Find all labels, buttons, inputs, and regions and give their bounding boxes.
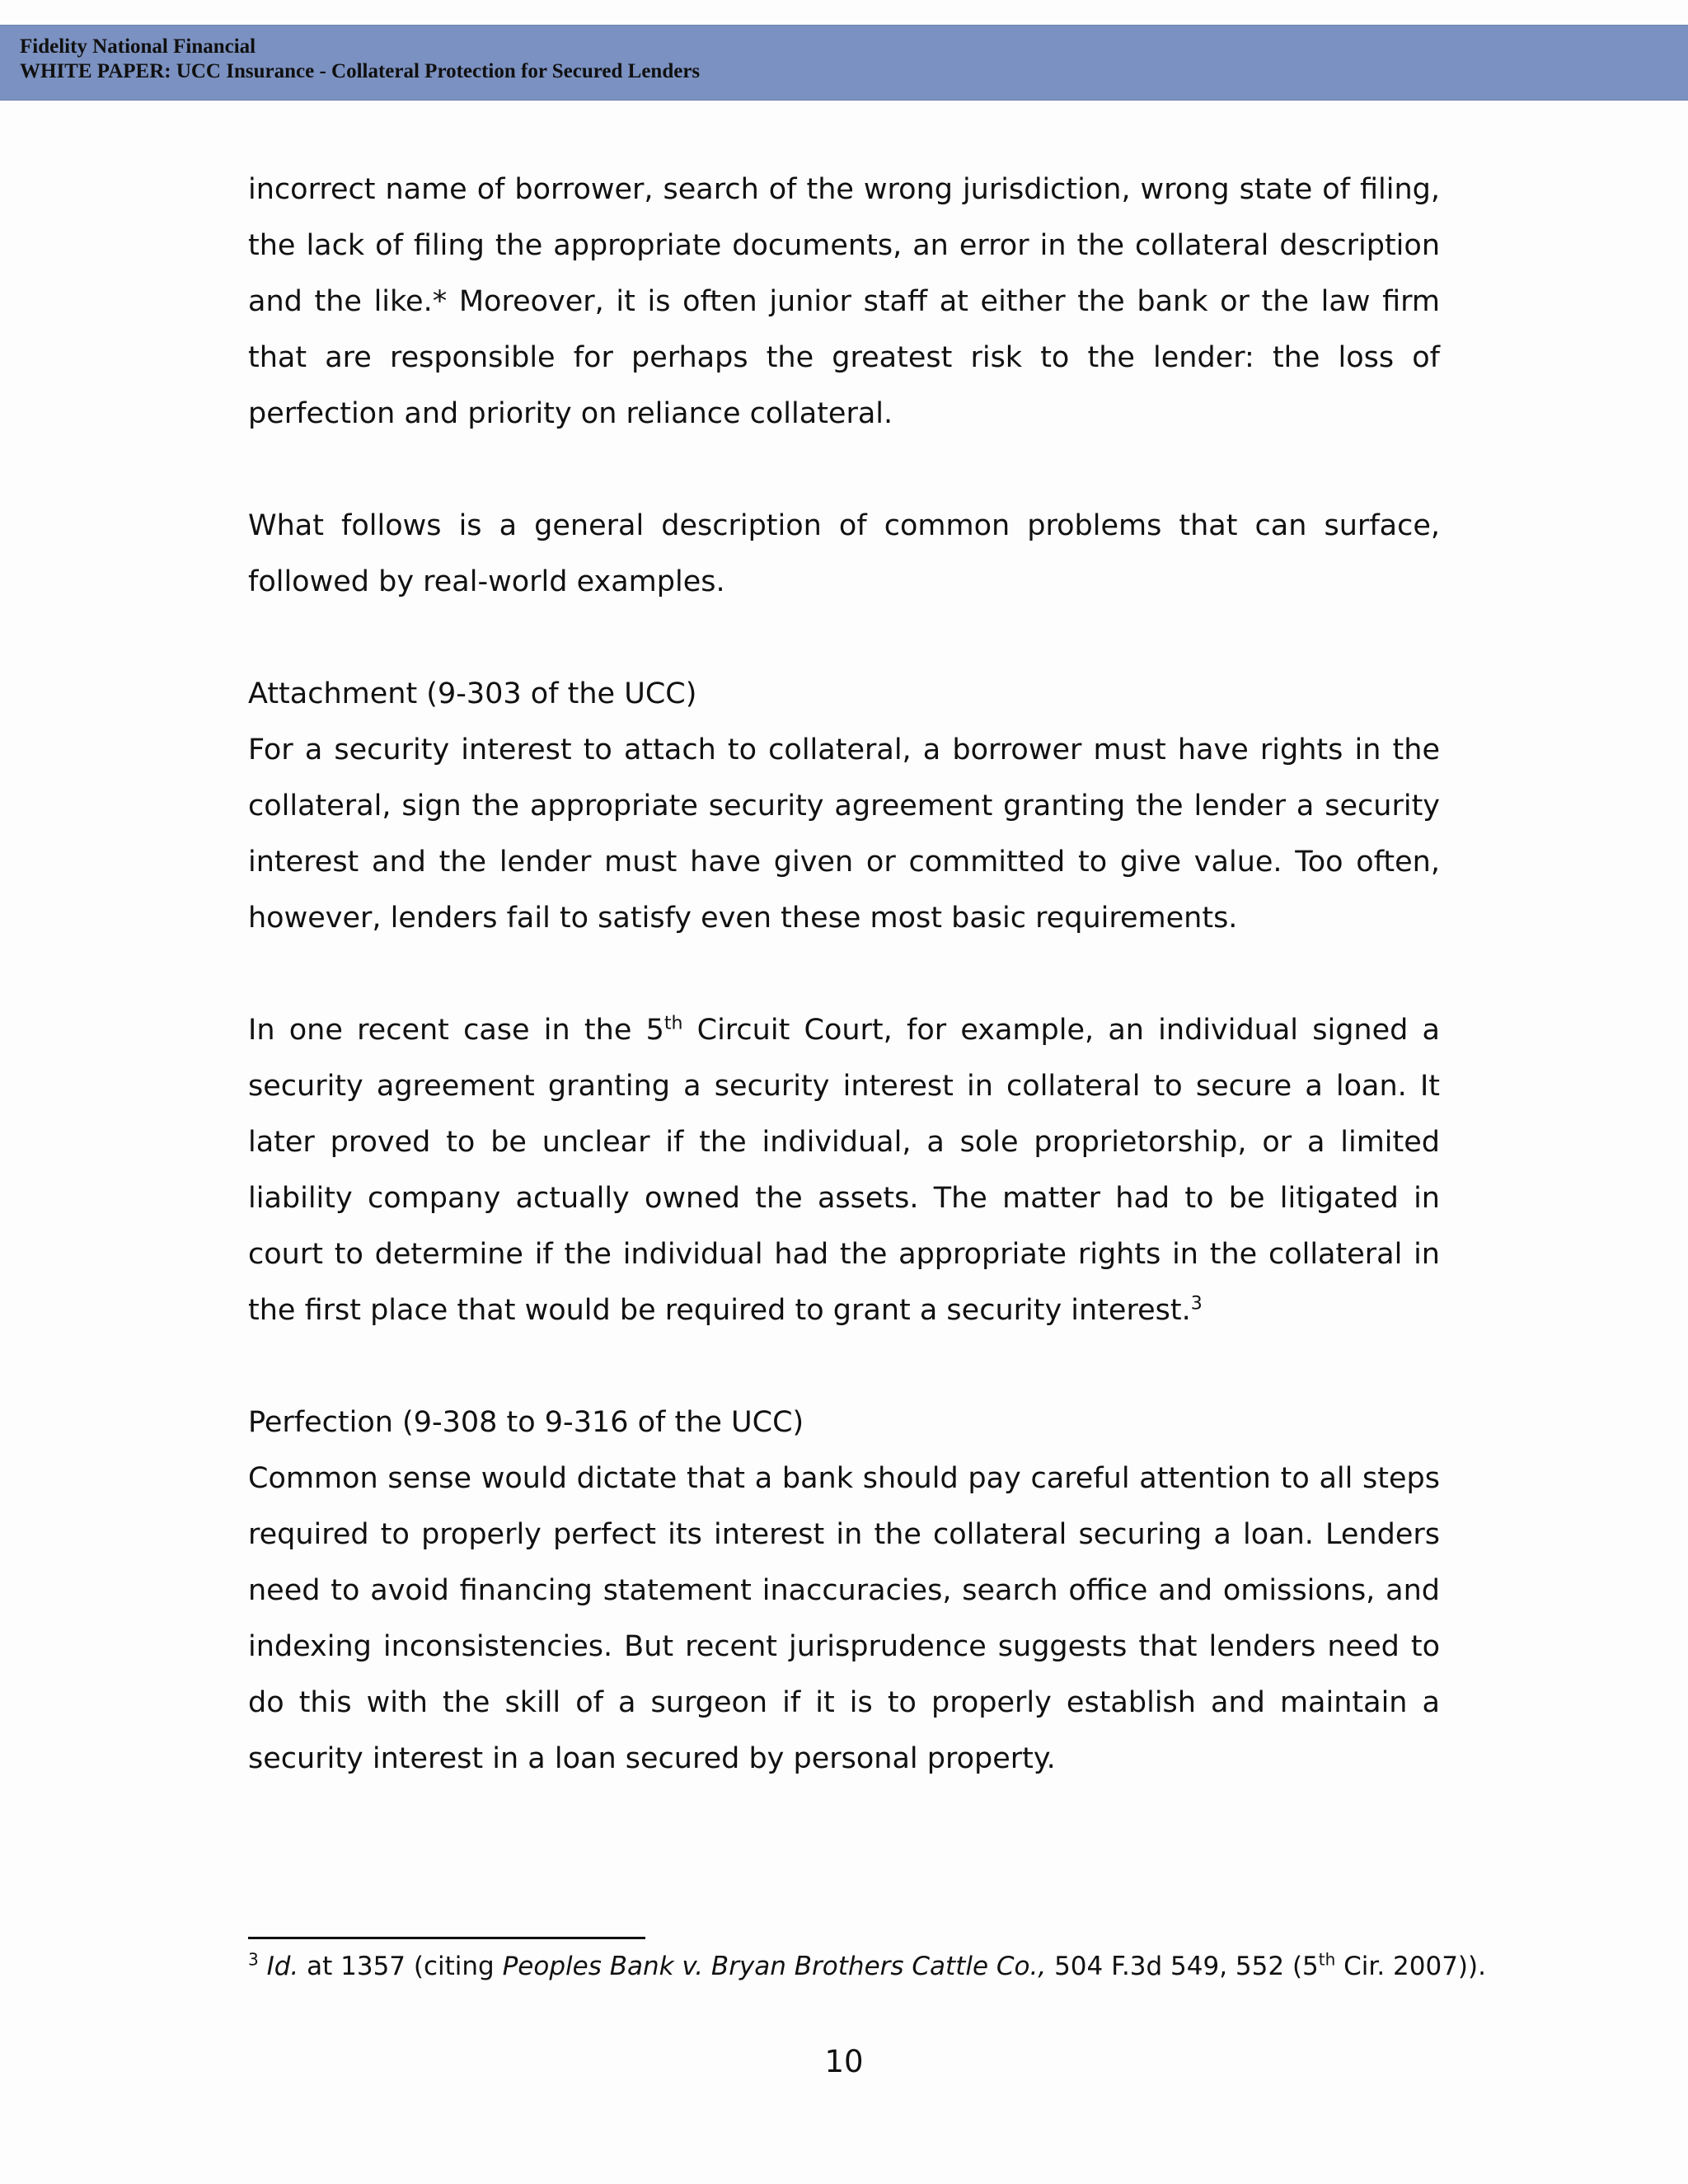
heading-attachment: Attachment (9-303 of the UCC)	[248, 677, 697, 710]
header-company: Fidelity National Financial	[20, 35, 256, 58]
ordinal-suffix: th	[663, 1013, 683, 1034]
footnote-id: Id.	[266, 1952, 299, 1981]
paragraph-perfection: Common sense would dictate that a bank should pay careful attention to all steps required to properly perfect its interest in the collateral securing a loan. Lenders need to avoid financing statement inaccuracies, search office and omissions, and indexing inconsistencies. But recent jurisprudence suggests that lenders need to do this with the skill of a surgeon if it is to properly establish and maintain a security interest in a loan secured by personal property.	[248, 1462, 1440, 1775]
footnote-mark: 3	[248, 1949, 259, 1970]
paragraph-attachment: For a security interest to attach to collateral, a borrower must have rights in the collateral, sign the appropriate security agreement granting the lender a security interest and the lender must have given or committed to give value. Too often, however, lenders fail to satisfy even these most basic requirements.	[248, 733, 1440, 935]
attachment-example-text-end: Circuit Court, for example, an individual signed a security agreement granting a security interest in collateral to secure a loan. It later proved to be unclear if the individual, a sole proprietorship, or a limited liability company actually owned the assets. The matter had to be litigated in court to determine if the individual had the appropriate rights in the collateral in the first place that would be required to grant a security interest.	[248, 1014, 1441, 1327]
document-header	[0, 25, 1688, 101]
page-number: 10	[824, 2044, 864, 2079]
attachment-example-text-start: In one recent case in the 5	[248, 1014, 664, 1047]
footnote-text-1: at 1357 (citing	[298, 1952, 503, 1981]
paragraph-attachment-example	[248, 1002, 1440, 1338]
footnote-divider	[248, 1937, 645, 1939]
footnote-text-2: 504 F.3d 549, 552 (5	[1046, 1952, 1319, 1981]
header-title: WHITE PAPER: UCC Insurance - Collateral Protection for Secured Lenders	[20, 60, 701, 82]
paragraph-overview: What follows is a general description of common problems that can surface, followed by real-world examples.	[248, 509, 1440, 598]
footnote	[248, 1948, 1486, 1985]
footnote-text-3: Cir. 2007)).	[1335, 1952, 1486, 1981]
heading-perfection: Perfection (9-308 to 9-316 of the UCC)	[248, 1406, 804, 1439]
footnote-case-name: Peoples Bank v. Bryan Brothers Cattle Co.,	[502, 1952, 1047, 1981]
footnote-ordinal-suffix: th	[1318, 1949, 1336, 1970]
footnote-reference[interactable]: 3	[1190, 1293, 1203, 1315]
paragraph-intro-continued: incorrect name of borrower, search of the wrong jurisdiction, wrong state of filing, the lack of filing the appropriate documents, an error in the collateral description and the like.* Moreover, it is often junior staff at either the bank or the law firm that are responsible for perhaps the greatest risk to the lender: the loss of perfection and priority on reliance collateral.	[248, 173, 1440, 430]
body-text	[248, 162, 1440, 1787]
